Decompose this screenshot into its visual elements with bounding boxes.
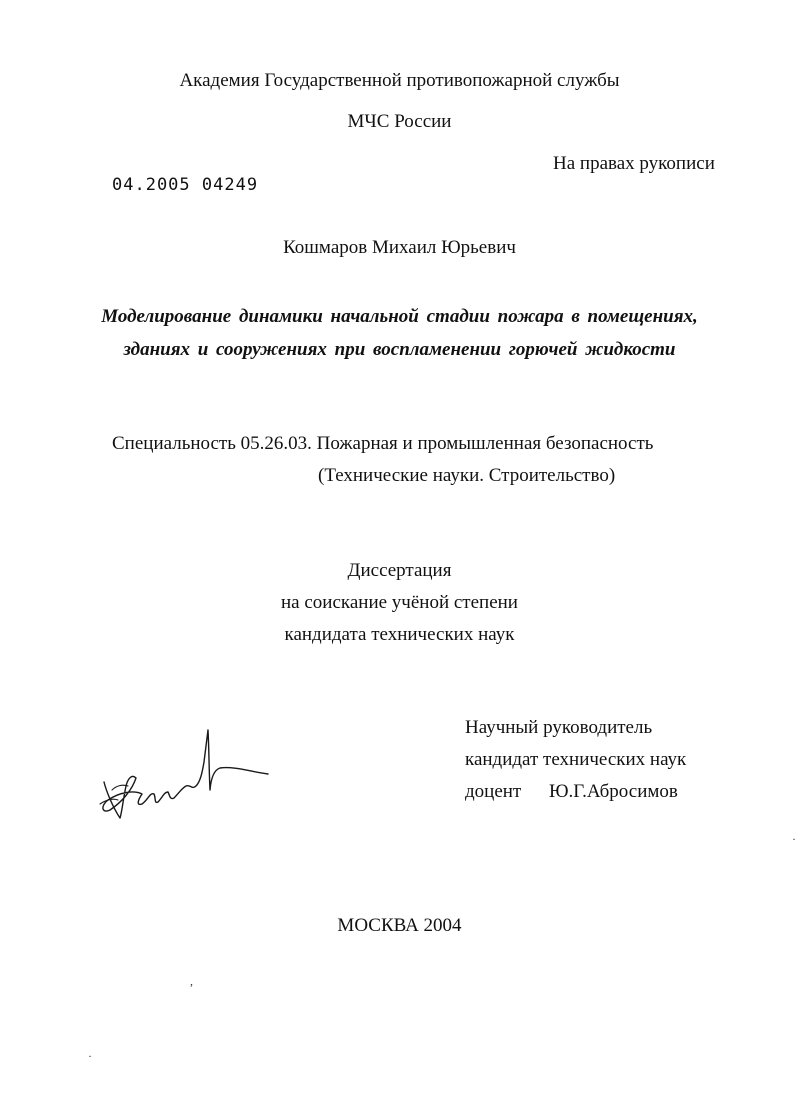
degree-type: Диссертация [347, 560, 452, 581]
degree-level: кандидата технических наук [284, 624, 515, 645]
registry-stamp: 04.2005 04249 [112, 175, 259, 195]
scan-speck: , [190, 974, 193, 988]
scan-speck: · [88, 1049, 92, 1063]
specialty-field-line: (Технические науки. Строительство) [318, 465, 616, 486]
author-signature [92, 720, 272, 830]
manuscript-rights-note: На правах рукописи [553, 153, 715, 174]
dissertation-title-line-2: зданиях и сооружениях при воспламенении горючей жидкости [123, 339, 676, 360]
specialty-line: Специальность 05.26.03. Пожарная и промышленная безопасность [112, 433, 654, 454]
degree-purpose: на соискание учёной степени [281, 592, 518, 613]
scan-speck: · [792, 832, 796, 846]
city-and-year: МОСКВА 2004 [337, 915, 462, 936]
supervisor-title: доцент [465, 781, 522, 802]
supervisor-degree: кандидат технических наук [465, 749, 687, 770]
author-name: Кошмаров Михаил Юрьевич [283, 237, 516, 258]
supervisor-name: Ю.Г.Абросимов [549, 781, 678, 802]
supervisor-role: Научный руководитель [465, 717, 653, 738]
academy-name: Академия Государственной противопожарной службы [179, 70, 620, 91]
dissertation-title-line-1: Моделирование динамики начальной стадии пожара в помещениях, [101, 306, 698, 327]
ministry-name: МЧС России [347, 111, 452, 132]
